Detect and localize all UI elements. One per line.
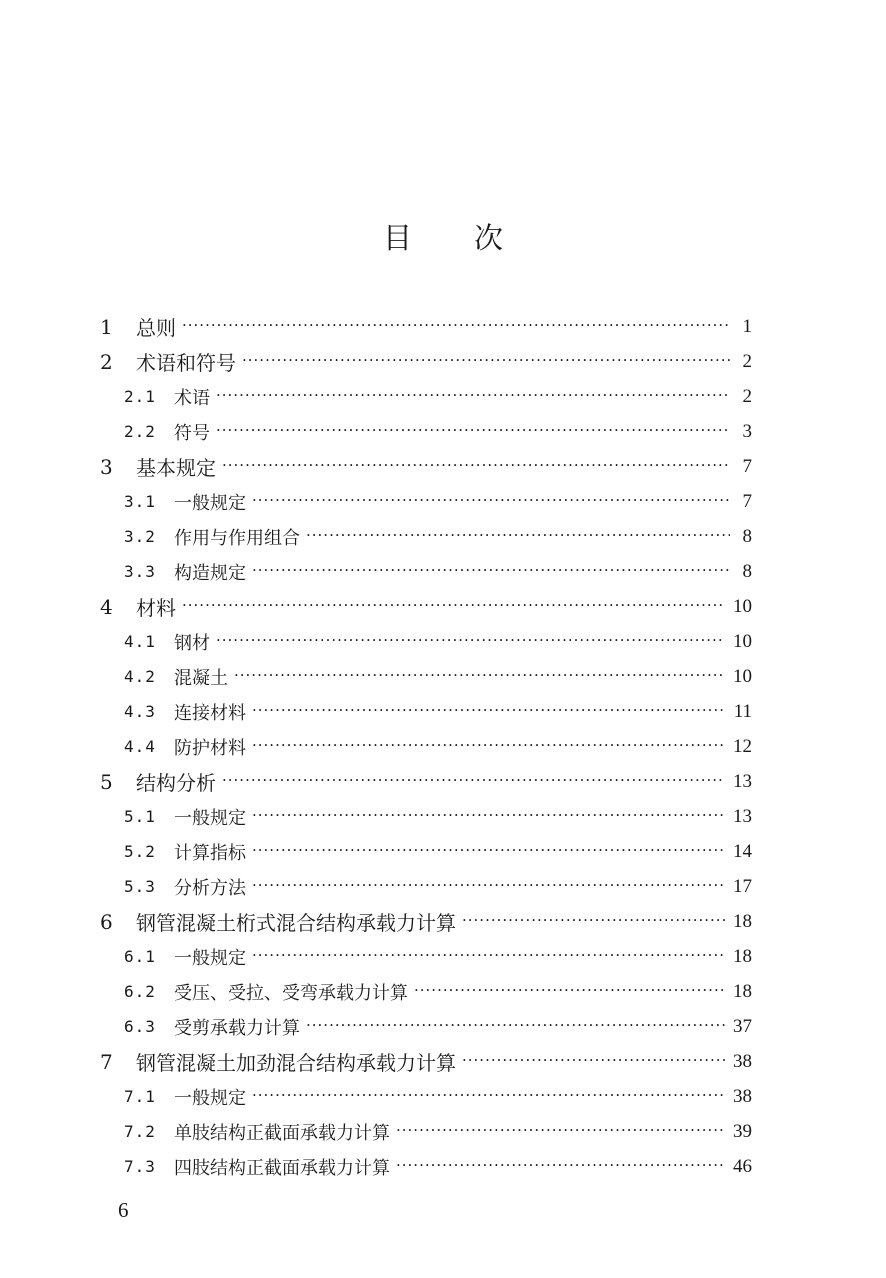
toc-entry-number: 6.2 xyxy=(124,982,156,1001)
toc-entry-number: 2.2 xyxy=(124,422,156,441)
toc-entry-label: 连接材料 xyxy=(174,702,246,724)
toc-entry-number: 4.3 xyxy=(124,702,156,721)
toc-entry-page: 3 xyxy=(742,420,752,442)
toc-leader-dots xyxy=(252,945,725,965)
toc-leader-dots xyxy=(216,420,730,440)
toc-leader-dots xyxy=(396,1120,725,1140)
toc-entry-number: 5.3 xyxy=(124,877,156,896)
toc-leader-dots xyxy=(252,875,725,895)
toc-entry-number: 7 xyxy=(100,1049,113,1074)
toc-leader-dots xyxy=(306,525,730,545)
toc-entry-page: 18 xyxy=(733,945,752,967)
toc-entry-number: 3.1 xyxy=(124,492,156,511)
toc-entry-page: 7 xyxy=(742,455,752,477)
toc-entry-label: 术语和符号 xyxy=(136,351,236,375)
toc-leader-dots xyxy=(396,1155,725,1175)
toc-entry[interactable] xyxy=(100,309,752,344)
toc-entry-label: 混凝土 xyxy=(174,667,228,689)
toc-entry-number: 2 xyxy=(100,349,113,374)
toc-entry-number: 6 xyxy=(100,909,113,934)
title-char-2: 次 xyxy=(474,221,504,255)
toc-entry-page: 1 xyxy=(742,315,752,337)
toc-entry-label: 钢管混凝土桁式混合结构承载力计算 xyxy=(136,911,456,935)
toc-entry-number: 3.2 xyxy=(124,527,156,546)
toc-entry-number: 2.1 xyxy=(124,387,156,406)
toc-entry-number: 1 xyxy=(100,314,113,339)
toc-entry-number: 4 xyxy=(100,594,113,619)
toc-entry[interactable] xyxy=(100,764,752,799)
toc-entry-page: 38 xyxy=(733,1050,752,1072)
toc-entry-label: 符号 xyxy=(174,422,210,444)
toc-entry-page: 8 xyxy=(742,525,752,547)
toc-entry-label: 总则 xyxy=(136,316,176,340)
toc-entry-page: 12 xyxy=(733,735,752,757)
toc-entry-label: 作用与作用组合 xyxy=(174,527,300,549)
toc-entry-label: 一般规定 xyxy=(174,947,246,969)
toc-leader-dots xyxy=(462,910,725,930)
page-title xyxy=(0,218,886,258)
toc-entry-label: 单肢结构正截面承载力计算 xyxy=(174,1122,390,1144)
toc-entry[interactable] xyxy=(100,1149,752,1184)
toc-entry[interactable] xyxy=(100,1044,752,1079)
toc-entry[interactable] xyxy=(100,869,752,904)
toc-entry[interactable] xyxy=(100,904,752,939)
toc-entry[interactable] xyxy=(100,1009,752,1044)
toc-leader-dots xyxy=(306,1015,725,1035)
toc-entry-label: 防护材料 xyxy=(174,737,246,759)
toc-leader-dots xyxy=(252,490,730,510)
toc-entry[interactable] xyxy=(100,554,752,589)
toc-entry-label: 钢管混凝土加劲混合结构承载力计算 xyxy=(136,1051,456,1075)
toc-entry-page: 13 xyxy=(733,770,752,792)
toc-entry-page: 2 xyxy=(742,350,752,372)
toc-entry-page: 38 xyxy=(733,1085,752,1107)
toc-entry[interactable] xyxy=(100,624,752,659)
toc-leader-dots xyxy=(234,665,725,685)
toc-entry-label: 受剪承载力计算 xyxy=(174,1017,300,1039)
toc-entry-number: 4.1 xyxy=(124,632,156,651)
toc-entry-label: 基本规定 xyxy=(136,456,216,480)
toc-entry-page: 11 xyxy=(733,700,752,722)
toc-leader-dots xyxy=(216,385,730,405)
toc-entry[interactable] xyxy=(100,414,752,449)
toc-entry[interactable] xyxy=(100,729,752,764)
toc-entry-page: 7 xyxy=(742,490,752,512)
toc-entry-page: 10 xyxy=(733,665,752,687)
toc-entry-label: 构造规定 xyxy=(174,562,246,584)
toc-entry[interactable] xyxy=(100,379,752,414)
toc-entry-number: 3 xyxy=(100,454,113,479)
toc-leader-dots xyxy=(222,770,725,790)
toc-leader-dots xyxy=(242,350,730,370)
toc-entry[interactable] xyxy=(100,1079,752,1114)
toc-entry-number: 5.1 xyxy=(124,807,156,826)
table-of-contents xyxy=(100,309,752,1184)
toc-entry-number: 6.3 xyxy=(124,1017,156,1036)
toc-entry[interactable] xyxy=(100,449,752,484)
toc-entry-number: 7.2 xyxy=(124,1122,156,1141)
toc-entry-label: 一般规定 xyxy=(174,807,246,829)
toc-entry-label: 一般规定 xyxy=(174,1087,246,1109)
toc-entry[interactable] xyxy=(100,974,752,1009)
toc-leader-dots xyxy=(252,805,725,825)
toc-entry-number: 4.4 xyxy=(124,737,156,756)
toc-entry-page: 39 xyxy=(733,1120,752,1142)
toc-entry-label: 计算指标 xyxy=(174,842,246,864)
toc-entry-number: 3.3 xyxy=(124,562,156,581)
toc-entry-label: 结构分析 xyxy=(136,771,216,795)
toc-entry-number: 7.3 xyxy=(124,1157,156,1176)
toc-leader-dots xyxy=(222,455,730,475)
toc-entry-page: 18 xyxy=(733,910,752,932)
toc-leader-dots xyxy=(252,840,725,860)
toc-entry-page: 14 xyxy=(733,840,752,862)
toc-entry-page: 8 xyxy=(742,560,752,582)
toc-entry-page: 37 xyxy=(733,1015,752,1037)
toc-entry[interactable] xyxy=(100,834,752,869)
toc-entry[interactable] xyxy=(100,589,752,624)
toc-entry-label: 分析方法 xyxy=(174,877,246,899)
toc-entry-page: 13 xyxy=(733,805,752,827)
toc-entry-number: 5 xyxy=(100,769,113,794)
toc-leader-dots xyxy=(252,700,726,720)
toc-leader-dots xyxy=(252,1085,725,1105)
toc-entry[interactable] xyxy=(100,939,752,974)
toc-entry-label: 受压、受拉、受弯承载力计算 xyxy=(174,982,408,1004)
title-char-1: 目 xyxy=(382,221,412,255)
toc-entry-label: 钢材 xyxy=(174,632,210,654)
toc-entry[interactable] xyxy=(100,344,752,379)
toc-leader-dots xyxy=(414,980,725,1000)
toc-entry[interactable] xyxy=(100,799,752,834)
toc-entry-page: 46 xyxy=(733,1155,752,1177)
toc-entry-label: 一般规定 xyxy=(174,492,246,514)
toc-entry-page: 10 xyxy=(733,595,752,617)
toc-entry-page: 18 xyxy=(733,980,752,1002)
toc-entry-label: 术语 xyxy=(174,387,210,409)
toc-leader-dots xyxy=(216,630,725,650)
toc-entry-page: 10 xyxy=(733,630,752,652)
toc-entry[interactable] xyxy=(100,659,752,694)
toc-leader-dots xyxy=(252,560,730,580)
toc-entry-label: 材料 xyxy=(136,596,176,620)
toc-entry[interactable] xyxy=(100,1114,752,1149)
toc-entry-number: 7.1 xyxy=(124,1087,156,1106)
toc-leader-dots xyxy=(252,735,725,755)
toc-entry-label: 四肢结构正截面承载力计算 xyxy=(174,1157,390,1179)
toc-entry-number: 5.2 xyxy=(124,842,156,861)
toc-entry-number: 4.2 xyxy=(124,667,156,686)
toc-entry[interactable] xyxy=(100,694,752,729)
toc-entry-number: 6.1 xyxy=(124,947,156,966)
toc-entry[interactable] xyxy=(100,484,752,519)
toc-entry-page: 17 xyxy=(733,875,752,897)
toc-entry[interactable] xyxy=(100,519,752,554)
toc-entry-page: 2 xyxy=(742,385,752,407)
toc-leader-dots xyxy=(462,1050,725,1070)
toc-leader-dots xyxy=(182,315,730,335)
page-number: 6 xyxy=(118,1198,129,1222)
toc-leader-dots xyxy=(182,595,725,615)
